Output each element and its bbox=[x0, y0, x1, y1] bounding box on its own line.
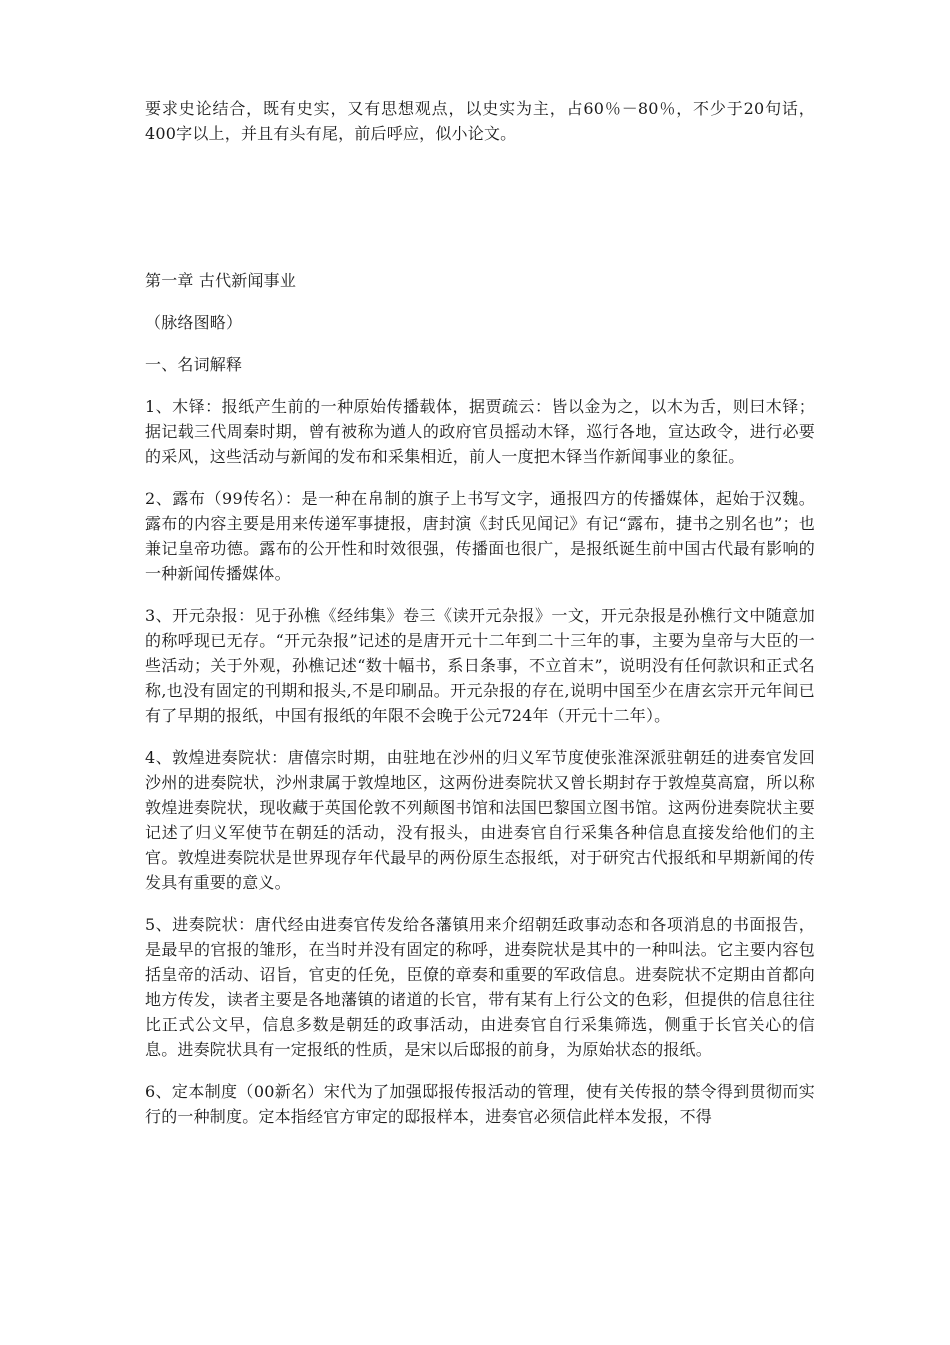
term-entry-lubu: 2、露布（99传名）：是一种在帛制的旗子上书写文字，通报四方的传播媒体，起始于汉魏。露布的内容主要是用来传递军事捷报，唐封演《封氏见闻记》有记“露布，捷书之别名也”；也兼记皇帝功德。露布的公开性和时效很强，传播面也很广，是报纸诞生前中国古代最有影响的一种新闻传播媒体。 bbox=[145, 489, 815, 583]
term-entry-kaiyuan-zabao: 3、开元杂报：见于孙樵《经纬集》卷三《读开元杂报》一文，开元杂报是孙樵行文中随意加的称呼现已无存。“开元杂报”记述的是唐开元十二年到二十三年的事，主要为皇帝与大臣的一些活动；关于外观，孙樵记述“数十幅书，系日条事，不立首末”，说明没有任何款识和正式名称,也没有固定的刊期和报头,不是印刷品。开元杂报的存在,说明中国至少在唐玄宗开元年间已有了早期的报纸，中国有报纸的年限不会晚于公元724年（开元十二年）。 bbox=[145, 606, 815, 725]
term-entry-jinzouyuanzhuang: 5、进奏院状：唐代经由进奏官传发给各藩镇用来介绍朝廷政事动态和各项消息的书面报告，是最早的官报的雏形，在当时并没有固定的称呼，进奏院状是其中的一种叫法。它主要内容包括皇帝的活动、诏旨，官吏的任免，臣僚的章奏和重要的军政信息。进奏院状不定期由首都向地方传发，读者主要是各地藩镇的诸道的长官，带有某有上行公文的色彩，但提供的信息往往比正式公文早，信息多数是朝廷的政事活动，由进奏官自行采集筛选，侧重于长官关心的信息。进奏院状具有一定报纸的性质，是宋以后邸报的前身，为原始状态的报纸。 bbox=[145, 915, 815, 1059]
section-title: 一、名词解释 bbox=[145, 355, 243, 374]
document-page bbox=[145, 96, 815, 1146]
term-entry-dunhuang-jinzouyuanzhuang: 4、敦煌进奏院状：唐僖宗时期，由驻地在沙州的归义军节度使张淮深派驻朝廷的进奏官发回沙州的进奏院状，沙州隶属于敦煌地区，这两份进奏院状又曾长期封存于敦煌莫高窟，所以称敦煌进奏院状，现收藏于英国伦敦不列颠图书馆和法国巴黎国立图书馆。这两份进奏院状主要记述了归义军使节在朝廷的活动，没有报头，由进奏官自行采集各种信息直接发给他们的主官。敦煌进奏院状是世界现存年代最早的两份原生态报纸，对于研究古代报纸和早期新闻的传发具有重要的意义。 bbox=[145, 748, 815, 892]
chapter-title: 第一章 古代新闻事业 bbox=[145, 271, 297, 290]
term-entry-muduo: 1、木铎：报纸产生前的一种原始传播载体，据贾疏云：皆以金为之，以木为舌，则曰木铎；据记载三代周秦时期，曾有被称为遒人的政府官员摇动木铎，巡行各地，宣达政令，进行必要的采风，这些活动与新闻的发布和采集相近，前人一度把木铎当作新闻事业的象征。 bbox=[145, 397, 815, 466]
intro-paragraph: 要求史论结合，既有史实，又有思想观点，以史实为主，占60％－80％，不少于20句话，400字以上，并且有头有尾，前后呼应，似小论文。 bbox=[145, 99, 815, 143]
term-entry-dingben-zhidu: 6、定本制度（00新名）宋代为了加强邸报传报活动的管理，使有关传报的禁令得到贯彻而实行的一种制度。定本指经官方审定的邸报样本，进奏官必须信此样本发报，不得 bbox=[145, 1082, 815, 1126]
diagram-note: （脉络图略） bbox=[145, 313, 243, 332]
